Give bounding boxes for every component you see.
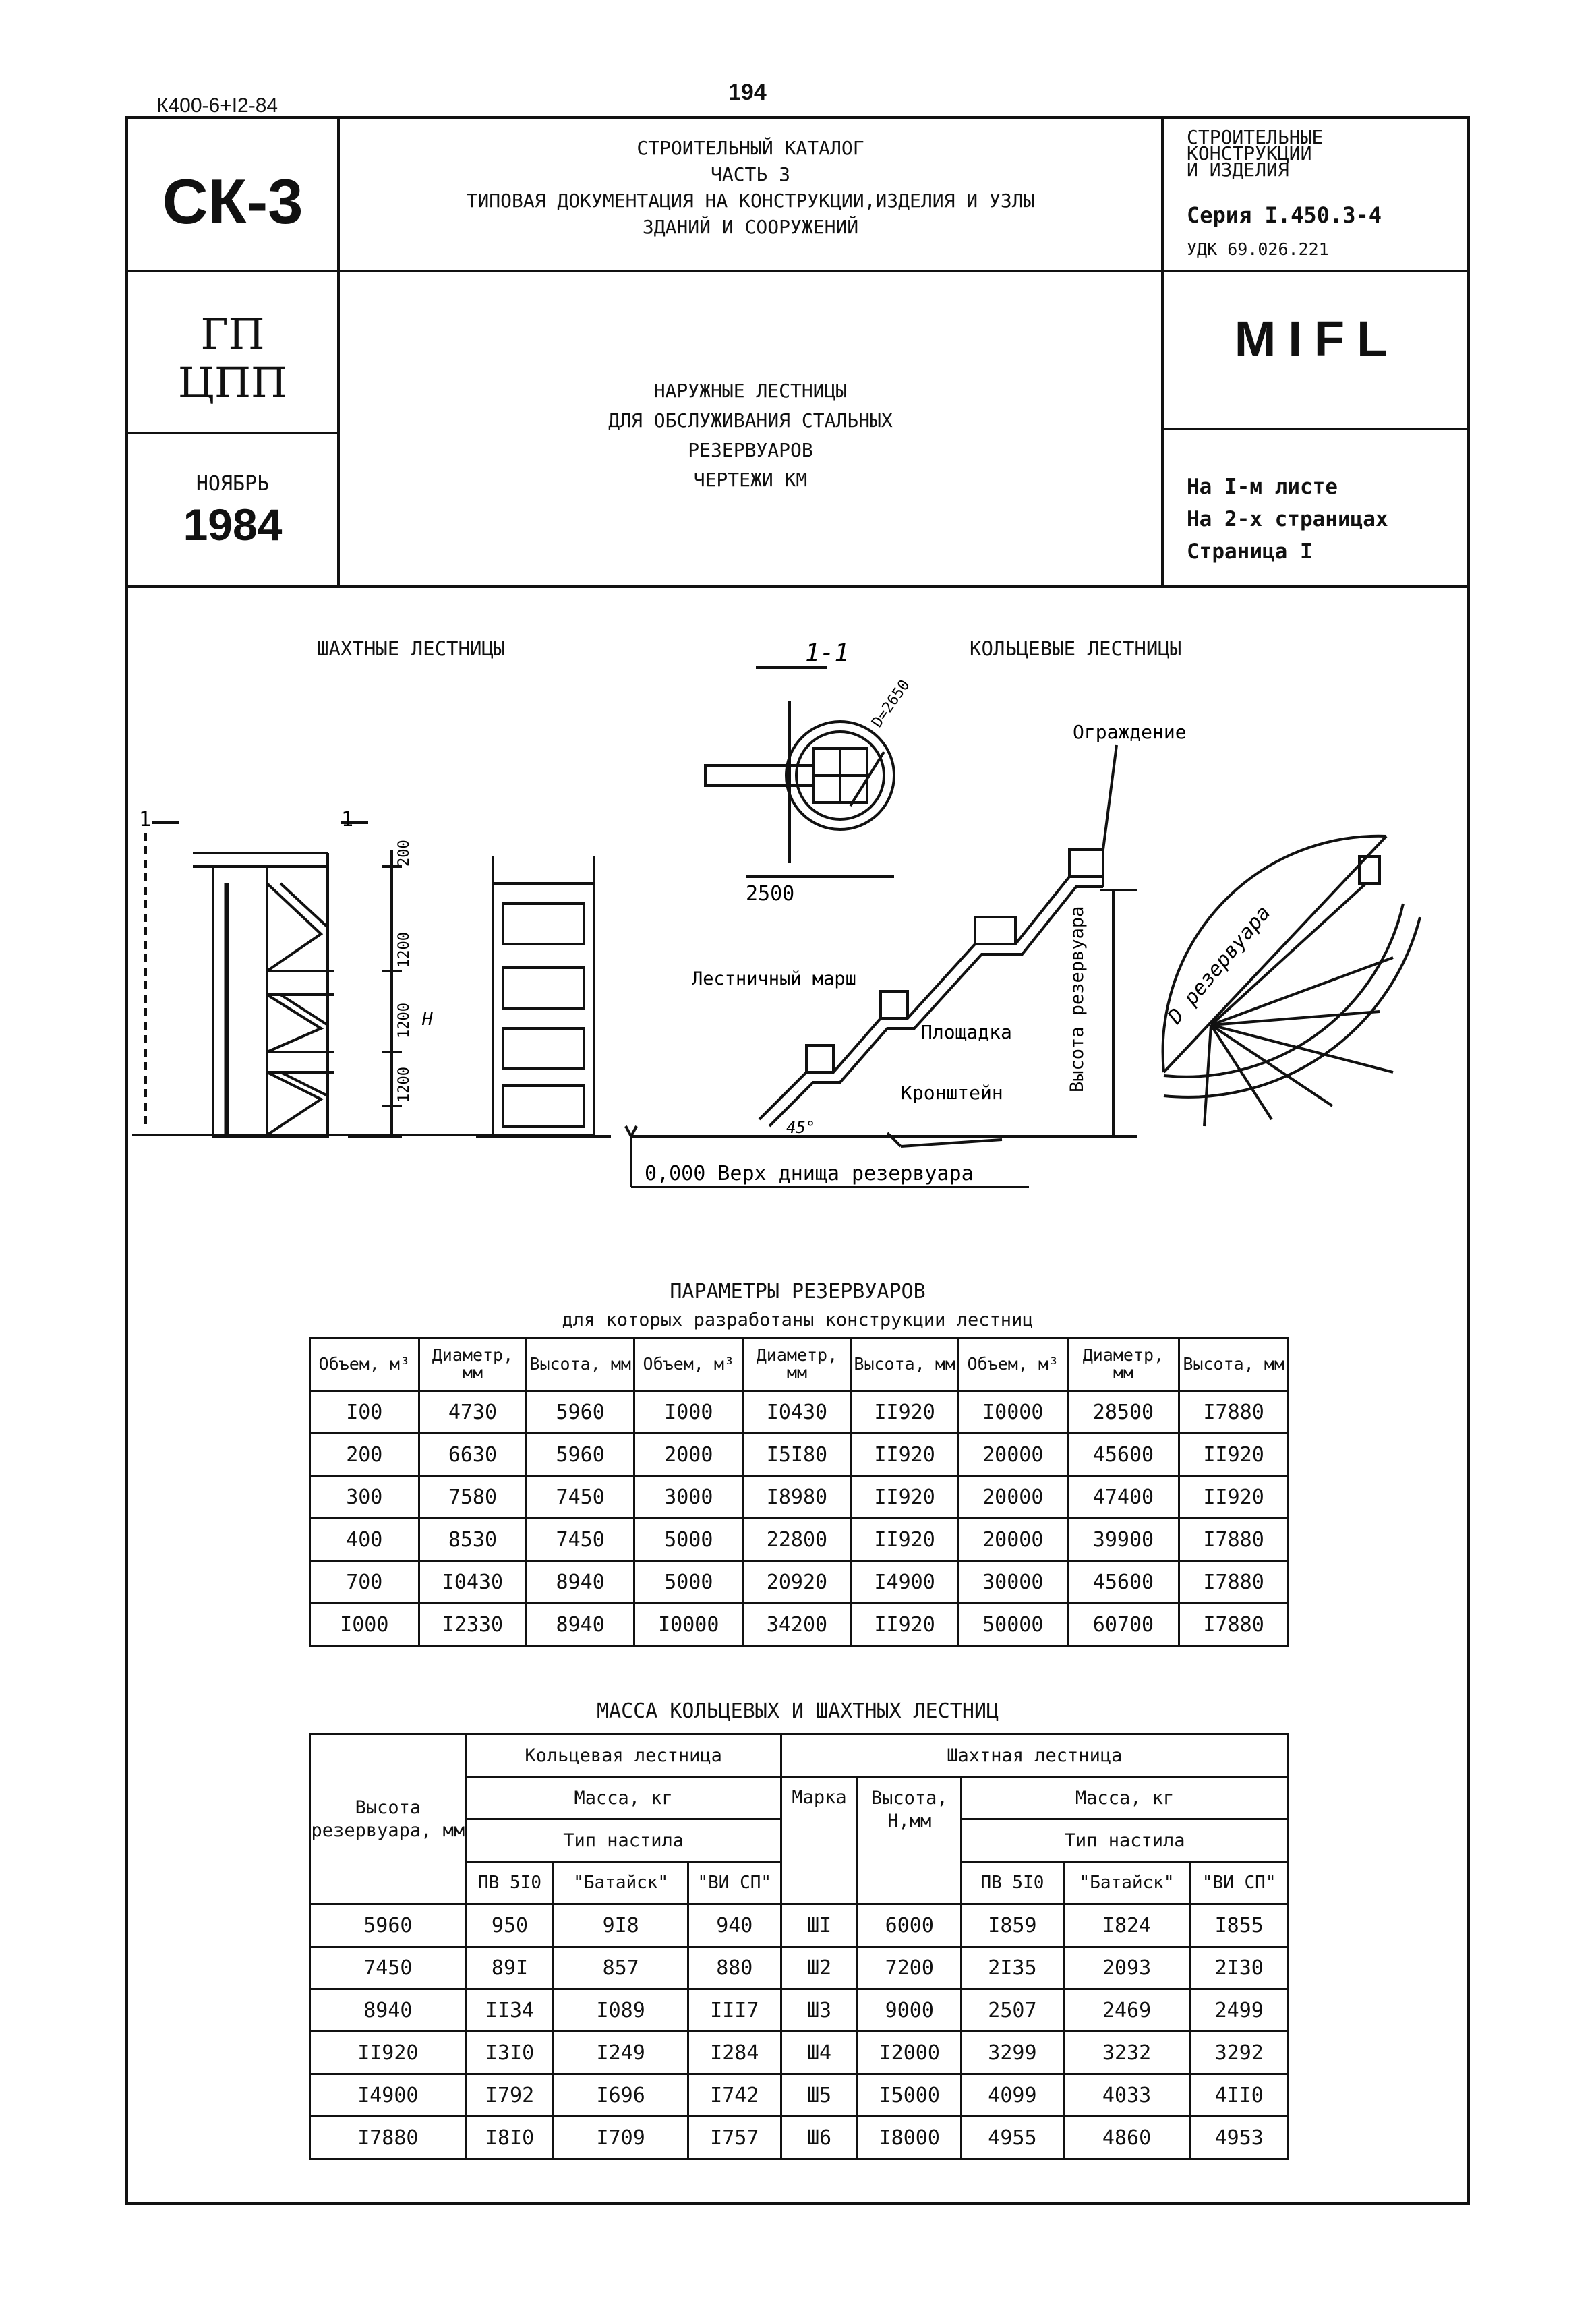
table-cell: II920 (851, 1434, 959, 1476)
shaft-stairs-title: ШАХТНЫЕ ЛЕСТНИЦЫ (317, 637, 506, 660)
table-row (310, 1989, 1289, 2032)
table-cell: 22800 (743, 1519, 851, 1561)
table-cell: I5I80 (743, 1434, 851, 1476)
diameter-label: D=2650 (868, 676, 914, 731)
organization (128, 310, 337, 407)
table-cell: 2000 (634, 1434, 744, 1476)
dimension-1200: 1200 (396, 932, 413, 968)
table-cell: II920 (851, 1519, 959, 1561)
header-cell: Масса, кг (466, 1777, 781, 1819)
params-subtitle: для которых разработаны конструкции лестниц (562, 1310, 1034, 1330)
params-table (309, 1337, 1289, 1647)
catalog-line: ЧАСТЬ 3 (710, 163, 790, 185)
table-cell: 9I8 (554, 1904, 688, 1947)
zero-level-label: 0,000 Верх днища резервуара (645, 1162, 974, 1186)
issue-month: НОЯБРЬ (196, 472, 270, 496)
table-cell: 7450 (527, 1476, 634, 1519)
catalog-line: ТИПОВАЯ ДОКУМЕНТАЦИЯ НА КОНСТРУКЦИИ,ИЗДЕЛИЯ И УЗЛЫ (466, 189, 1035, 212)
header-bottom-divider (125, 585, 1470, 588)
table-cell: II920 (851, 1391, 959, 1434)
table-cell: 950 (466, 1904, 554, 1947)
table-cell: 7200 (858, 1947, 962, 1989)
header-cell: Высота, мм (851, 1338, 959, 1391)
dimension-200: 200 (396, 840, 413, 867)
railing-label: Ограждение (1073, 721, 1187, 743)
header-cell: Объем, м³ (634, 1338, 744, 1391)
table-row (310, 1519, 1289, 1561)
header-cell: Высота, мм (1179, 1338, 1289, 1391)
catalog-title (340, 135, 1161, 240)
table-cell: 39900 (1067, 1519, 1179, 1561)
table-cell: ШI (781, 1904, 858, 1947)
table-cell: II920 (851, 1604, 959, 1646)
table-cell: 8530 (419, 1519, 527, 1561)
table-cell: I7880 (310, 2117, 467, 2159)
table-cell: I0430 (743, 1391, 851, 1434)
header-cell: "ВИ СП" (688, 1862, 781, 1904)
catalog-line: ЗДАНИЙ И СООРУЖЕНИЙ (642, 216, 859, 238)
table-cell: II920 (1179, 1476, 1289, 1519)
header-cell: Высота, мм (527, 1338, 634, 1391)
table-cell: 89I (466, 1947, 554, 1989)
table-row (310, 1391, 1289, 1434)
table-cell: I5000 (858, 2074, 962, 2117)
table-cell: I089 (554, 1989, 688, 2032)
document-title (340, 376, 1161, 495)
table-cell: 7580 (419, 1476, 527, 1519)
section-line: СТРОИТЕЛЬНЫЕ (1187, 126, 1324, 148)
table-cell: I000 (310, 1604, 419, 1646)
table-cell: 3292 (1190, 2032, 1289, 2074)
table-cell: 4730 (419, 1391, 527, 1434)
issue-year: 1984 (183, 500, 283, 550)
table-cell: 4II0 (1190, 2074, 1289, 2117)
header-cell: "ВИ СП" (1190, 1862, 1289, 1904)
catalog-line: СТРОИТЕЛЬНЫЙ КАТАЛОГ (637, 137, 864, 159)
table-cell: 7450 (527, 1519, 634, 1561)
header-cell: ПВ 5I0 (962, 1862, 1064, 1904)
document-code: К400-6+I2-84 (156, 94, 278, 117)
table-cell: I000 (634, 1391, 744, 1434)
sheet-info (1187, 471, 1388, 568)
platform-label: Площадка (921, 1021, 1012, 1043)
right-cell-divider (1162, 428, 1470, 430)
table-cell: I709 (554, 2117, 688, 2159)
table-cell: 2469 (1063, 1989, 1190, 2032)
table-cell: 2507 (962, 1989, 1064, 2032)
table-cell: 9000 (858, 1989, 962, 2032)
section-mark: 1-1 (805, 639, 850, 667)
angle-label: 45° (786, 1118, 816, 1137)
table-cell: 7450 (310, 1947, 467, 1989)
header-cell: Марка (781, 1777, 858, 1904)
table-cell: I0430 (419, 1561, 527, 1604)
table-cell: 4099 (962, 2074, 1064, 2117)
header-cell: ПВ 5I0 (466, 1862, 554, 1904)
table-cell: II920 (310, 2032, 467, 2074)
dimension-1200: 1200 (396, 1067, 413, 1103)
shaft-stair-dimensions (152, 823, 402, 1136)
table-cell: 2I30 (1190, 1947, 1289, 1989)
table-cell: II34 (466, 1989, 554, 2032)
table-row (310, 1561, 1289, 1604)
table-cell: 880 (688, 1947, 781, 1989)
dimension-1200: 1200 (396, 1003, 413, 1039)
header-divider (125, 270, 1470, 272)
table-cell: Ш3 (781, 1989, 858, 2032)
title-line: ДЛЯ ОБСЛУЖИВАНИЯ СТАЛЬНЫХ (608, 409, 893, 432)
table-cell: 28500 (1067, 1391, 1179, 1434)
table-cell: 2I35 (962, 1947, 1064, 1989)
table-cell: I824 (1063, 1904, 1190, 1947)
table-cell: 20920 (743, 1561, 851, 1604)
table-cell: I7880 (1179, 1561, 1289, 1604)
table-cell: 5960 (527, 1391, 634, 1434)
table-cell: 700 (310, 1561, 419, 1604)
table-cell: I855 (1190, 1904, 1289, 1947)
table-cell: 34200 (743, 1604, 851, 1646)
catalog-mark: СК-3 (162, 166, 303, 237)
header-cell: "Батайск" (1063, 1862, 1190, 1904)
table-cell: 5000 (634, 1519, 744, 1561)
title-line: РЕЗЕРВУАРОВ (688, 439, 813, 461)
table-cell: II920 (1179, 1434, 1289, 1476)
mass-header-row (310, 1734, 1289, 1777)
table-cell: I7880 (1179, 1519, 1289, 1561)
table-cell: 200 (310, 1434, 419, 1476)
header-cell: Объем, м³ (310, 1338, 419, 1391)
table-cell: I2330 (419, 1604, 527, 1646)
table-cell: Ш5 (781, 2074, 858, 2117)
title-line: ЧЕРТЕЖИ КМ (693, 469, 808, 491)
header-cell: Диаметр, мм (1067, 1338, 1179, 1391)
table-cell: I4900 (851, 1561, 959, 1604)
table-cell: I2000 (858, 2032, 962, 2074)
table-cell: 3299 (962, 2032, 1064, 2074)
table-cell: 8940 (527, 1604, 634, 1646)
header-cell: Диаметр, мм (743, 1338, 851, 1391)
sheet-line: На I-м листе (1187, 475, 1338, 499)
table-cell: III7 (688, 1989, 781, 2032)
header-cell: Шахтная лестница (781, 1734, 1288, 1777)
table-cell: I00 (310, 1391, 419, 1434)
table-cell: 4033 (1063, 2074, 1190, 2117)
table-cell: I284 (688, 2032, 781, 2074)
header-cell: Тип настила (466, 1819, 781, 1862)
table-cell: 5000 (634, 1561, 744, 1604)
table-cell: I859 (962, 1904, 1064, 1947)
table-cell: 300 (310, 1476, 419, 1519)
stair-flight-label: Лестничный марш (692, 968, 856, 989)
table-row (310, 2074, 1289, 2117)
table-cell: I4900 (310, 2074, 467, 2117)
table-cell: I757 (688, 2117, 781, 2159)
table-cell: 50000 (959, 1604, 1068, 1646)
table-cell: I0000 (959, 1391, 1068, 1434)
organization-line: ЦПП (177, 358, 288, 407)
header-cell: Тип настила (962, 1819, 1289, 1862)
table-cell: I742 (688, 2074, 781, 2117)
table-cell: 4953 (1190, 2117, 1289, 2159)
cut-mark-right: 1 (341, 808, 354, 831)
table-cell: 857 (554, 1947, 688, 1989)
table-cell: Ш4 (781, 2032, 858, 2074)
table-row (310, 1604, 1289, 1646)
title-line: НАРУЖНЫЕ ЛЕСТНИЦЫ (653, 380, 848, 402)
tank-diameter-label: D резервуара (1163, 901, 1276, 1029)
sheet-line: Страница I (1187, 539, 1313, 564)
header-cell: Кольцевая лестница (466, 1734, 781, 1777)
cut-mark-left: 1 (139, 808, 152, 831)
table-cell: 8940 (310, 1989, 467, 2032)
mass-table (309, 1733, 1289, 2160)
table-cell: 940 (688, 1904, 781, 1947)
table-row (310, 1947, 1289, 1989)
table-cell: 30000 (959, 1561, 1068, 1604)
table-cell: 60700 (1067, 1604, 1179, 1646)
table-cell: 45600 (1067, 1434, 1179, 1476)
left-cell-divider (125, 432, 338, 434)
section-name (1187, 126, 1463, 181)
table-cell: 4860 (1063, 2117, 1190, 2159)
table-cell: I792 (466, 2074, 554, 2117)
table-cell: 45600 (1067, 1561, 1179, 1604)
section-1-1-plan (705, 668, 894, 877)
table-row (310, 1476, 1289, 1519)
table-row (310, 2117, 1289, 2159)
organization-line: ГП (200, 310, 265, 359)
table-row (310, 1904, 1289, 1947)
header-cell: Масса, кг (962, 1777, 1289, 1819)
table-cell: 20000 (959, 1476, 1068, 1519)
table-cell: I7880 (1179, 1391, 1289, 1434)
table-cell: 2093 (1063, 1947, 1190, 1989)
table-cell: 400 (310, 1519, 419, 1561)
sheet-line: На 2-х страницах (1187, 507, 1388, 531)
table-cell: 8940 (527, 1561, 634, 1604)
table-cell: 4955 (962, 2117, 1064, 2159)
shaft-stair-side-view (132, 833, 503, 1136)
mifl-code: MIFL (1234, 311, 1400, 367)
header-cell: Высота резервуара, мм (310, 1734, 467, 1904)
ring-stairs-title: КОЛЬЦЕВЫЕ ЛЕСТНИЦЫ (970, 637, 1182, 660)
section-line: КОНСТРУКЦИИ (1187, 142, 1312, 165)
table-cell: I7880 (1179, 1604, 1289, 1646)
bracket-label: Кронштейн (901, 1082, 1003, 1104)
series-label: Серия I.450.3-4 (1187, 202, 1382, 228)
table-cell: 3000 (634, 1476, 744, 1519)
table-cell: 2499 (1190, 1989, 1289, 2032)
table-cell: 47400 (1067, 1476, 1179, 1519)
table-cell: I3I0 (466, 2032, 554, 2074)
header-cell: "Батайск" (554, 1862, 688, 1904)
table-cell: I8I0 (466, 2117, 554, 2159)
table-cell: 5960 (527, 1434, 634, 1476)
header-cell: Диаметр, мм (419, 1338, 527, 1391)
tank-height-label: Высота резервуара (1067, 906, 1088, 1092)
table-row (310, 1434, 1289, 1476)
page-number: 194 (728, 80, 767, 105)
shaft-stair-front-view (476, 856, 611, 1136)
width-dimension: 2500 (746, 882, 795, 906)
tank-height-dimension (1100, 890, 1137, 1136)
table-cell: I8000 (858, 2117, 962, 2159)
table-cell: 20000 (959, 1434, 1068, 1476)
table-cell: Ш2 (781, 1947, 858, 1989)
header-cell: Объем, м³ (959, 1338, 1068, 1391)
section-line: И ИЗДЕЛИЯ (1187, 158, 1289, 181)
dimension-h: H (422, 1010, 433, 1030)
table-cell: 6000 (858, 1904, 962, 1947)
table-cell: 3232 (1063, 2032, 1190, 2074)
table-cell: Ш6 (781, 2117, 858, 2159)
table-cell: 5960 (310, 1904, 467, 1947)
udk-label: УДК 69.026.221 (1187, 239, 1329, 259)
table-cell: II920 (851, 1476, 959, 1519)
mass-title: МАССА КОЛЬЦЕВЫХ И ШАХТНЫХ ЛЕСТНИЦ (596, 1699, 999, 1723)
params-header-row (310, 1338, 1289, 1391)
table-cell: 6630 (419, 1434, 527, 1476)
header-cell: Высота, Н,мм (858, 1777, 962, 1904)
params-title: ПАРАМЕТРЫ РЕЗЕРВУАРОВ (670, 1280, 926, 1304)
table-cell: 20000 (959, 1519, 1068, 1561)
table-cell: I696 (554, 2074, 688, 2117)
table-cell: I0000 (634, 1604, 744, 1646)
table-cell: I249 (554, 2032, 688, 2074)
table-cell: I8980 (743, 1476, 851, 1519)
table-row (310, 2032, 1289, 2074)
